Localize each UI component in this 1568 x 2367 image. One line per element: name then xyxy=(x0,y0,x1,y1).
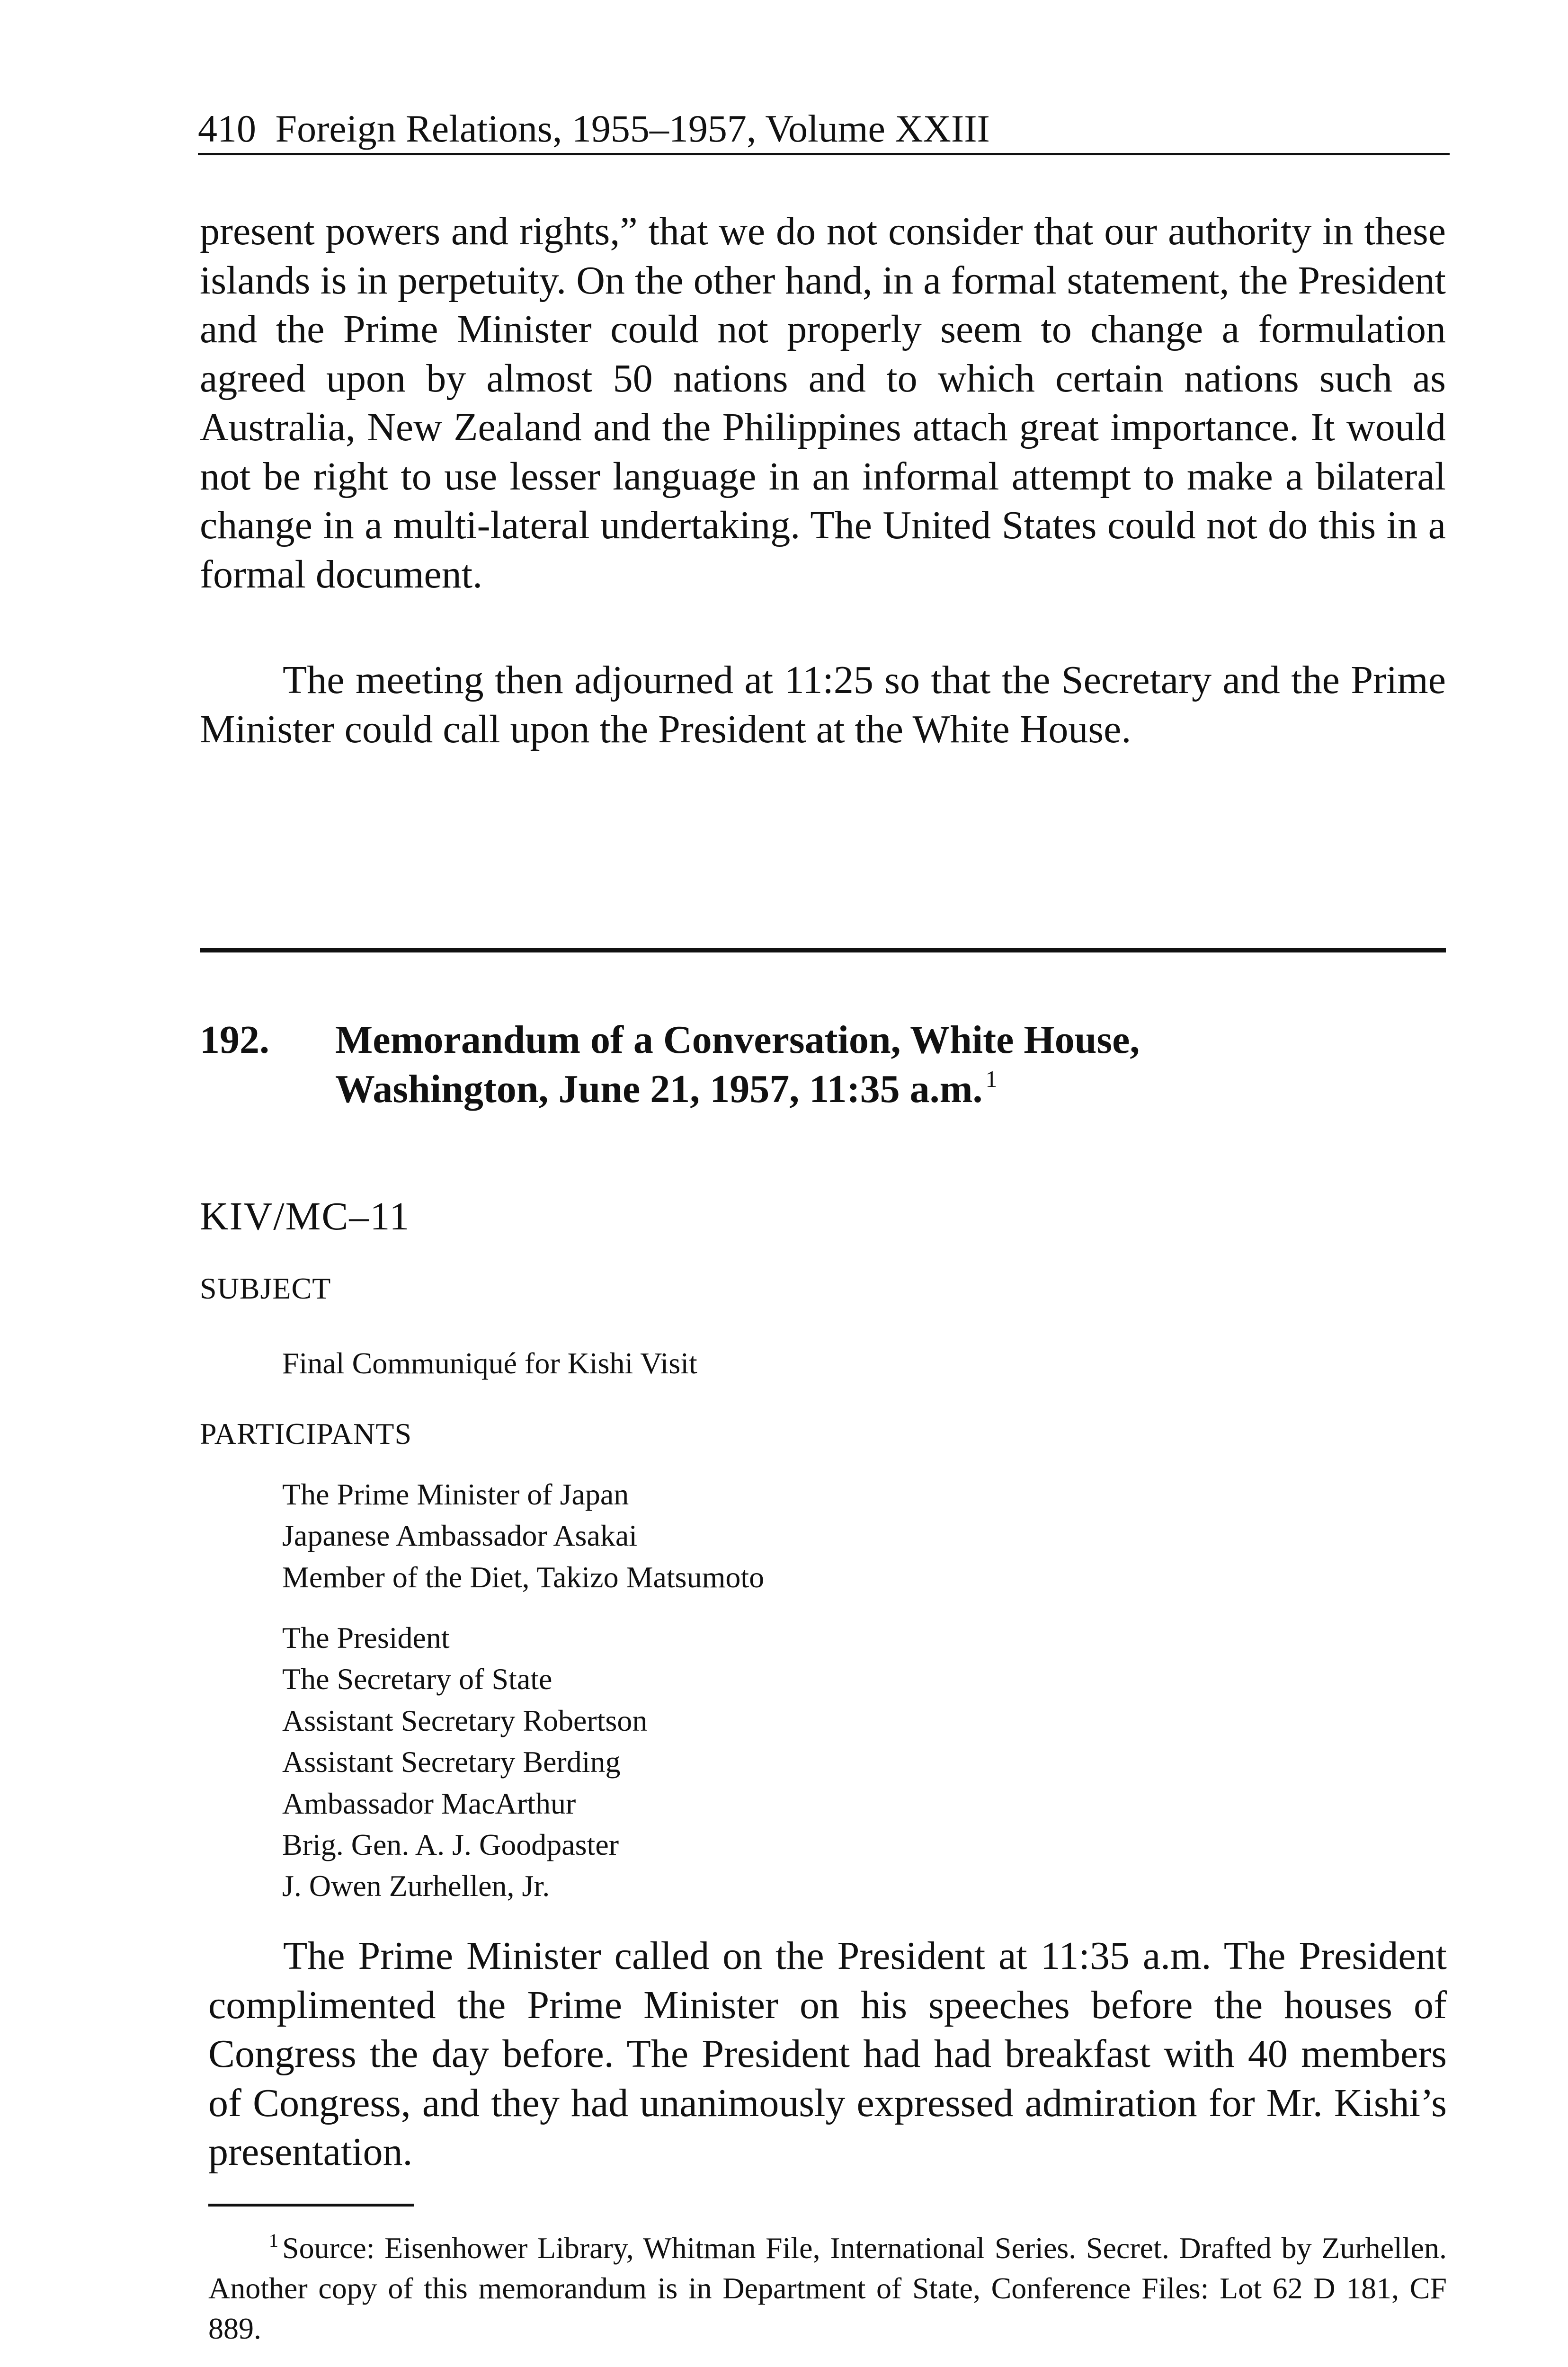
document-title-line-1: Memorandum of a Conversation, White House, xyxy=(335,1018,1140,1062)
continuation-paragraph-1: present powers and rights,” that we do not consider that our authority in these islands is in perpetuity. On the other hand, in a formal statement, the President and the Prime Minister could not properly seem to change a formulation agreed upon by almost 50 nations and to which certain nations such as Australia, New Zealand and the Philippines attach great importance. It would not be right to use lesser language in an informal attempt to make a bilateral change in a multi-lateral undertaking. The United States could not do this in a formal document. xyxy=(200,209,1446,596)
section-divider xyxy=(200,948,1446,952)
footnote xyxy=(208,2228,1447,2349)
participant: Member of the Diet, Takizo Matsumoto xyxy=(282,1560,765,1594)
document-title-line-2: Washington, June 21, 1957, 11:35 a.m. xyxy=(335,1067,983,1111)
title-footnote-reference: 1 xyxy=(985,1066,998,1092)
participants-japanese-list xyxy=(282,1474,764,1598)
footnote-text: Source: Eisenhower Library, Whitman File, International Series. Secret. Drafted by Zurhellen. Another copy of this memorandum is in Department of State, Conference Files: Lot 62 D 181, CF 889. xyxy=(208,2231,1447,2345)
participant: Ambassador MacArthur xyxy=(282,1786,576,1820)
participant: The President xyxy=(282,1621,450,1655)
subject-value: Final Communiqué for Kishi Visit xyxy=(282,1346,697,1380)
participant: The Prime Minister of Japan xyxy=(282,1477,629,1511)
participant: Japanese Ambassador Asakai xyxy=(282,1519,638,1553)
header-rule xyxy=(198,153,1450,155)
document-number: 192. xyxy=(200,1018,269,1062)
footnote-marker: 1 xyxy=(269,2230,278,2251)
document-title xyxy=(335,1015,1424,1114)
participants-american-list xyxy=(282,1617,647,1907)
participant: J. Owen Zurhellen, Jr. xyxy=(282,1869,550,1903)
participant: The Secretary of State xyxy=(282,1662,552,1696)
memorandum-body-paragraph: The Prime Minister called on the President at 11:35 a.m. The President complimented the Prime Minister on his speeches before the houses of Congress the day before. The President had had breakfast with 40 members of Congress, and they had unanimously expressed admiration for Mr. Kishi’s presentation. xyxy=(208,1934,1447,2174)
participant: Assistant Secretary Robertson xyxy=(282,1703,648,1737)
continuation-paragraph-2: The meeting then adjourned at 11:25 so that the Secretary and the Prime Minister could call upon the President at the White House. xyxy=(200,658,1446,751)
subject-label: SUBJECT xyxy=(200,1272,331,1305)
footnote-rule xyxy=(208,2204,414,2207)
series-title: Foreign Relations, 1955–1957, Volume XXIII xyxy=(275,107,990,150)
participants-label: PARTICIPANTS xyxy=(200,1417,412,1450)
page-number: 410 xyxy=(198,107,256,150)
document-code: KIV/MC–11 xyxy=(200,1194,410,1238)
participant: Brig. Gen. A. J. Goodpaster xyxy=(282,1828,619,1862)
participant: Assistant Secretary Berding xyxy=(282,1745,621,1779)
running-header xyxy=(198,105,1450,152)
